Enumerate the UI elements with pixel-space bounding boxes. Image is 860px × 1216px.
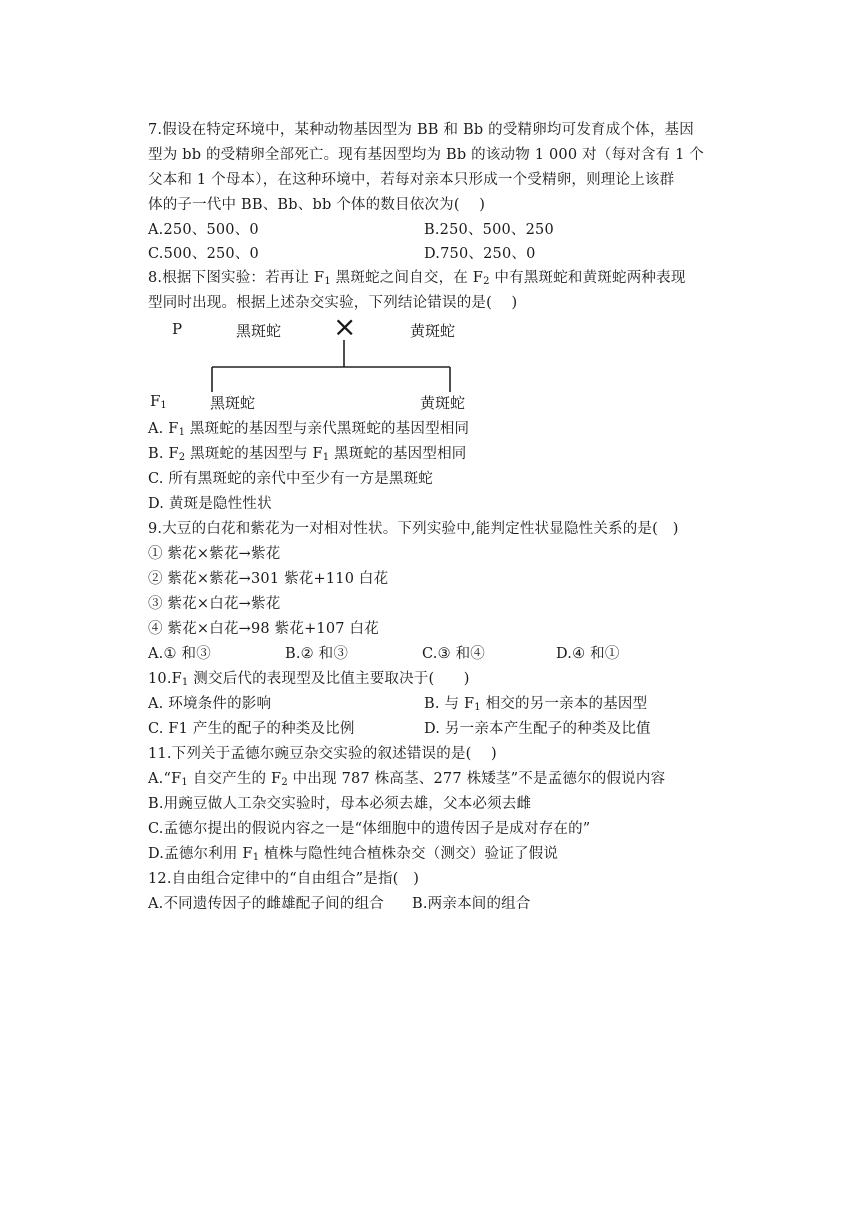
q8-option-d: D. 黄斑是隐性性状 [148,496,272,512]
q10-option-d: D. 另一亲本产生配子的种类及比值 [424,721,651,737]
q10-option-b: B. 与 $F_1$ 相交的另一亲本的基因型 [424,696,648,713]
f1-offspring-black-snake: 黑斑蛇 [210,394,256,412]
q9-item-1: ① 紫花×紫花→紫花 [148,546,281,562]
q11-option-b: B.用豌豆做人工杂交实验时，母本必须去雄，父本必须去雌 [148,796,532,812]
cross-symbol: × [333,310,357,343]
q9-item-3: ③ 紫花×白花→紫花 [148,596,281,612]
q9-option-b: B.② 和③ [285,646,349,662]
q9-item-4: ④ 紫花×白花→98 紫花+107 白花 [148,621,379,637]
q9-option-c: C.③ 和④ [422,646,485,662]
q11-stem: 11.下列关于孟德尔豌豆杂交实验的叙述错误的是( ) [148,746,497,762]
q7-option-c: C.500、250、0 [148,246,259,262]
q12-option-a: A.不同遗传因子的雌雄配子间的组合 [148,896,384,912]
q8-option-c: C. 所有黑斑蛇的亲代中至少有一方是黑斑蛇 [148,471,433,487]
p-parent-black-snake: 黑斑蛇 [236,322,282,340]
q9-item-2: ② 紫花×紫花→301 紫花+110 白花 [148,571,389,587]
q12-option-b: B.两亲本间的组合 [412,896,531,912]
q10-stem: $10.F_1$ 测交后代的表现型及比值主要取决于( ) [148,671,470,688]
q7-option-b: B.250、500、250 [424,222,554,238]
generation-p-label: P [172,320,183,338]
q8-stem-line1: 8.根据下图实验：若再让 $F_1$ 黑斑蛇之间自交，在 $F_2$ 中有黑斑蛇和黄斑蛇两种表现 [148,270,686,287]
q7-stem-line3: 父本和 1 个母本），在这种环境中，若每对亲本只形成一个受精卵，则理论上该群 [148,172,675,188]
q11-option-c: C.孟德尔提出的假说内容之一是“体细胞中的遗传因子是成对存在的” [148,821,591,837]
q8-option-b: B. $F_2$ 黑斑蛇的基因型与 $F_1$ 黑斑蛇的基因型相同 [148,446,467,463]
f1-offspring-yellow-snake: 黄斑蛇 [420,394,466,412]
q7-stem-line4: 体的子一代中 BB、Bb、bb 个体的数目依次为( ) [148,197,486,213]
p-parent-yellow-snake: 黄斑蛇 [410,322,456,340]
q10-option-a: A. 环境条件的影响 [148,696,272,712]
q9-option-a: A.① 和③ [148,646,211,662]
q7-stem-line2: 型为 bb 的受精卵全部死亡。现有基因型均为 Bb 的该动物 1 000 对（每对含有 1 个 [148,147,705,163]
q7-stem-line1: 7.假设在特定环境中，某种动物基因型为 BB 和 Bb 的受精卵均可发育成个体，基因 [148,122,694,138]
q9-stem: 9.大豆的白花和紫花为一对相对性状。下列实验中,能判定性状显隐性关系的是( ) [148,521,679,537]
q7-option-a: A.250、500、0 [148,222,259,238]
q11-option-a: $A.“F_1$ 自交产生的 $F_2$ 中出现 787 株高茎、277 株矮茎”不是孟德尔的假说内容 [148,771,666,788]
generation-f1-label: $F_1$ [150,392,167,411]
q8-option-a: A. $F_1$ 黑斑蛇的基因型与亲代黑斑蛇的基因型相同 [148,421,470,438]
q8-stem-line2: 型同时出现。根据上述杂交实验，下列结论错误的是( ) [148,295,518,311]
q7-option-d: D.750、250、0 [424,246,536,262]
q12-stem: 12.自由组合定律中的“自由组合”是指( ) [148,871,420,887]
q9-option-d: D.④ 和① [556,646,620,662]
q11-option-d: D.孟德尔利用 $F_1$ 植株与隐性纯合植株杂交（测交）验证了假说 [148,846,559,863]
q10-option-c: C. F1 产生的配子的种类及比例 [148,721,355,737]
